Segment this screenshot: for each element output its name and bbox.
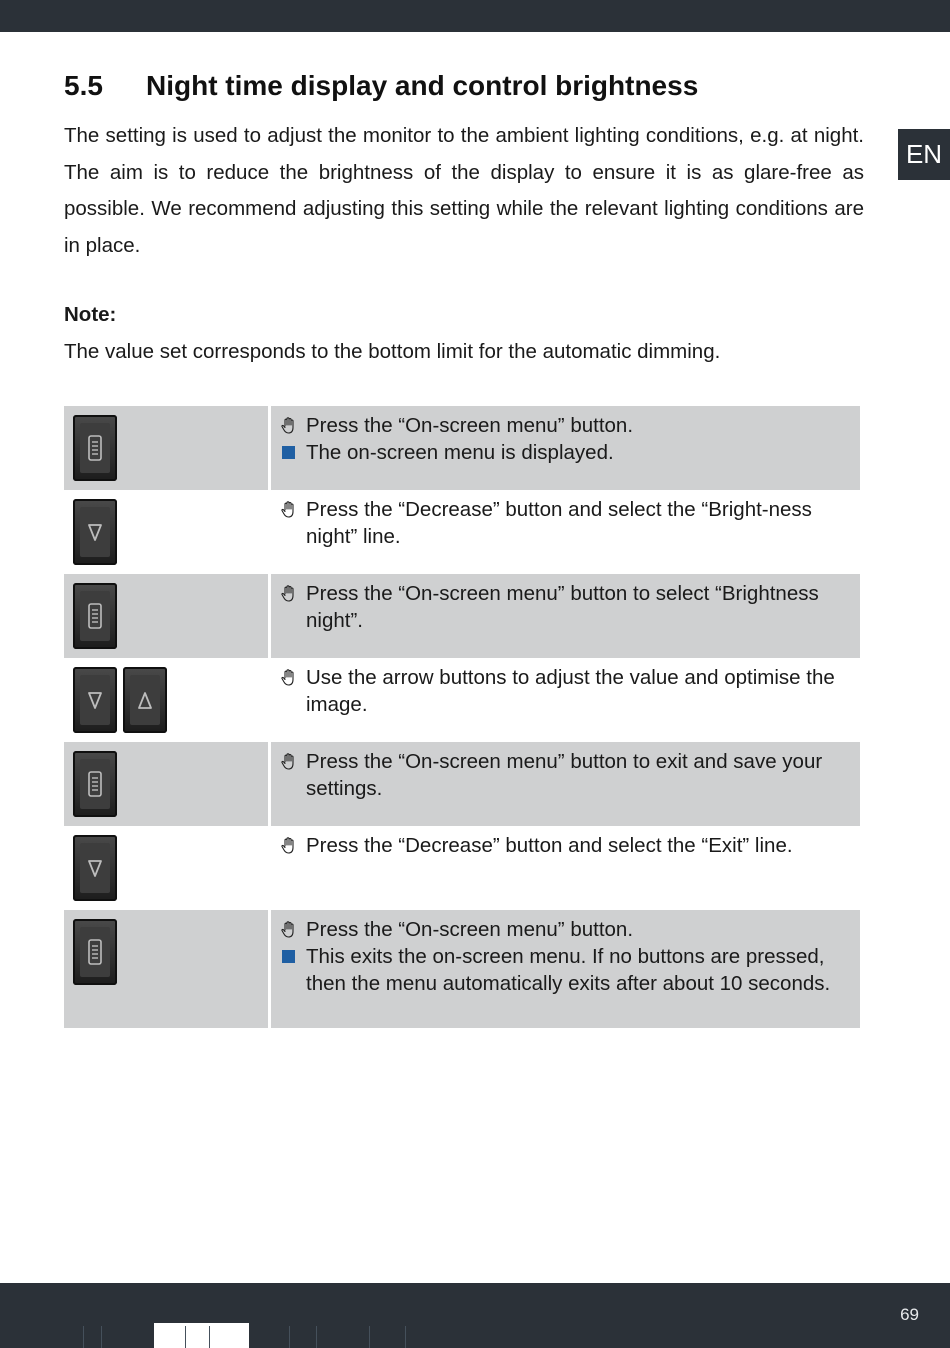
step-icon-cell — [64, 574, 268, 658]
footer-tick — [405, 1326, 406, 1348]
step-icon-cell — [64, 742, 268, 826]
step-row — [64, 490, 860, 574]
note-label: Note: — [64, 303, 117, 326]
action-line — [271, 916, 860, 943]
action-line — [271, 832, 860, 859]
footer-tick — [185, 1326, 186, 1348]
step-text: Press the “On-screen menu” button. — [306, 918, 634, 941]
result-line — [271, 943, 860, 997]
step-text-cell — [271, 826, 860, 910]
action-line — [271, 748, 860, 802]
footer-tick — [369, 1326, 370, 1348]
step-text-cell — [271, 574, 860, 658]
step-text-cell — [271, 658, 860, 742]
menu-button-icon — [73, 751, 117, 817]
step-text-cell — [271, 406, 860, 490]
action-line — [271, 580, 860, 634]
hand-icon — [271, 412, 306, 439]
hand-icon — [271, 832, 306, 859]
step-icon-cell — [64, 490, 268, 574]
menu-button-icon — [73, 415, 117, 481]
step-text: Use the arrow buttons to adjust the value and optimise the image. — [306, 666, 835, 716]
footer-tick — [83, 1326, 84, 1348]
action-line — [271, 496, 860, 550]
menu-button-icon — [73, 919, 117, 985]
step-text: The on-screen menu is displayed. — [306, 441, 614, 464]
footer-tick — [316, 1326, 317, 1348]
step-row — [64, 574, 860, 658]
section-number: 5.5 — [64, 70, 103, 101]
intro-paragraph: The setting is used to adjust the monitor to the ambient lighting conditions, e.g. at night. The aim is to reduce the brightness of the display to ensure it is as glare-free as possible. We recommend adjusting this setting while the relevant lighting conditions are in place. — [64, 124, 864, 257]
step-text-cell — [271, 490, 860, 574]
step-icon-cell — [64, 910, 268, 1028]
step-row — [64, 742, 860, 826]
step-row — [64, 658, 860, 742]
step-text-cell — [271, 742, 860, 826]
page-number: 69 — [900, 1305, 919, 1324]
step-text-cell — [271, 910, 860, 1028]
action-line — [271, 664, 860, 718]
step-text: Press the “On-screen menu” button. — [306, 414, 634, 437]
result-line — [271, 439, 860, 466]
hand-icon — [271, 664, 306, 718]
step-text: Press the “Decrease” button and select the “Exit” line. — [306, 834, 793, 857]
step-row — [64, 910, 860, 1028]
section-heading — [64, 70, 698, 102]
menu-button-icon — [73, 583, 117, 649]
step-row — [64, 826, 860, 910]
steps-table — [64, 406, 860, 1028]
step-icon-cell — [64, 826, 268, 910]
section-title: Night time display and control brightness — [146, 70, 699, 101]
decrease-button-icon — [73, 667, 117, 733]
square-bullet-icon — [271, 943, 306, 997]
footer-tick — [209, 1326, 210, 1348]
footer-white-block — [154, 1323, 249, 1348]
step-text: Press the “On-screen menu” button to exit and save your settings. — [306, 750, 823, 800]
step-text: Press the “Decrease” button and select the “Bright-ness night” line. — [306, 498, 812, 548]
note-text: The value set corresponds to the bottom limit for the automatic dimming. — [64, 340, 721, 363]
hand-icon — [271, 748, 306, 802]
top-bar — [0, 0, 950, 32]
footer-tick — [101, 1326, 102, 1348]
square-bullet-icon — [271, 439, 306, 466]
hand-icon — [271, 496, 306, 550]
decrease-button-icon — [73, 499, 117, 565]
action-line — [271, 412, 860, 439]
step-icon-cell — [64, 658, 268, 742]
hand-icon — [271, 580, 306, 634]
step-text: This exits the on-screen menu. If no buttons are pressed, then the menu automatically exits after about 10 seconds. — [306, 945, 831, 995]
footer-tick — [289, 1326, 290, 1348]
step-icon-cell — [64, 406, 268, 490]
step-text: Press the “On-screen menu” button to select “Brightness night”. — [306, 582, 819, 632]
hand-icon — [271, 916, 306, 943]
decrease-button-icon — [73, 835, 117, 901]
increase-button-icon — [123, 667, 167, 733]
step-row — [64, 406, 860, 490]
language-tab: EN — [898, 129, 950, 180]
bottom-bar — [0, 1283, 950, 1348]
